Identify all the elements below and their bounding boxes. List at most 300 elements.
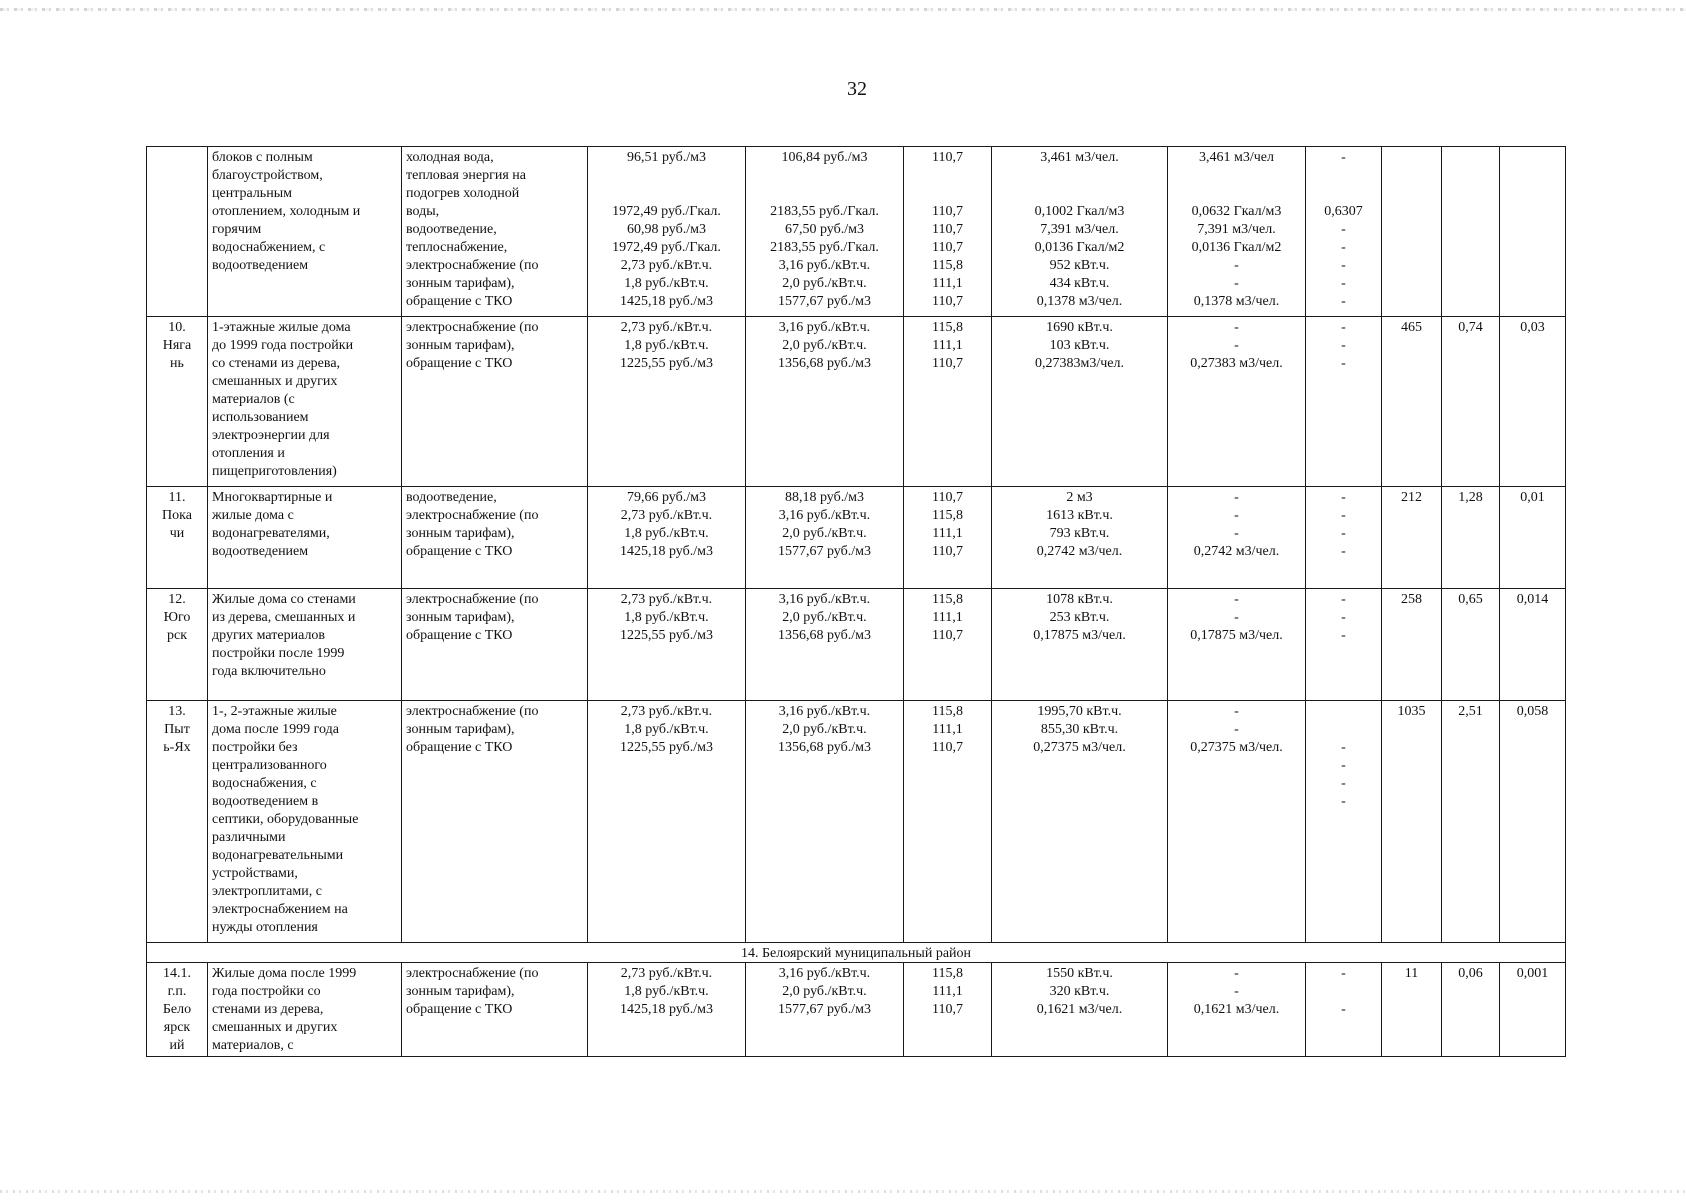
cell-value-3: 0,014 [1500, 589, 1566, 701]
cell-value-3 [1500, 147, 1566, 317]
cell-line: 0,17875 м3/чел. [1190, 628, 1283, 643]
cell-line: воды, [406, 204, 440, 219]
cell-coefficient [1306, 589, 1382, 701]
cell-line: Пыт [164, 722, 190, 737]
cell-line: - [1341, 320, 1346, 335]
cell-line: 13. [168, 704, 186, 719]
cell-line: 1613 кВт.ч. [1046, 508, 1113, 523]
cell-line: - [1341, 544, 1346, 559]
cell-line [592, 185, 741, 203]
cell-line: 0,2742 м3/чел. [1036, 544, 1123, 559]
cell-volume [992, 963, 1168, 1057]
cell-line: электроснабжение (по [406, 320, 539, 335]
cell-line: Пока [162, 508, 192, 523]
cell-line: электроэнергии для [212, 428, 330, 443]
cell-line: зонным тарифам), [406, 338, 515, 353]
cell-line: 0,1621 м3/чел. [1193, 1002, 1280, 1017]
cell-line: 1356,68 руб./м3 [777, 628, 871, 643]
cell-line: - [1234, 984, 1239, 999]
scan-edge-bottom [0, 1190, 1686, 1193]
cell-line: 2,0 руб./кВт.ч. [782, 610, 867, 625]
cell-line: 1078 кВт.ч. [1046, 592, 1113, 607]
cell-line: благоустройством, [212, 168, 323, 183]
cell-number [147, 147, 208, 317]
cell-line: электроснабжение (по [406, 966, 539, 981]
cell-line [750, 185, 899, 203]
cell-line [1310, 721, 1377, 739]
cell-line: водонагревателями, [212, 526, 330, 541]
table-row [147, 317, 1566, 487]
cell-value-2: 0,65 [1442, 589, 1500, 701]
cell-line: 1,8 руб./кВт.ч. [624, 526, 709, 541]
cell-line: 1425,18 руб./м3 [619, 544, 713, 559]
cell-norm [1168, 589, 1306, 701]
cell-line: 3,16 руб./кВт.ч. [778, 592, 871, 607]
cell-line: 1225,55 руб./м3 [619, 628, 713, 643]
cell-line: зонным тарифам), [406, 984, 515, 999]
cell-line: - [1234, 338, 1239, 353]
cell-line: различными [212, 830, 286, 845]
cell-index [904, 589, 992, 701]
cell-line: зонным тарифам), [406, 610, 515, 625]
cell-line: централизованного [212, 758, 327, 773]
cell-line [1310, 167, 1377, 185]
cell-line: зонным тарифам), [406, 722, 515, 737]
cell-line: 1972,49 руб./Гкал. [612, 240, 721, 255]
cell-norm [1168, 147, 1306, 317]
cell-line: 2,73 руб./кВт.ч. [620, 320, 713, 335]
cell-line: водонагревательными [212, 848, 344, 863]
cell-line: зонным тарифам), [406, 526, 515, 541]
cell-line [908, 185, 987, 203]
cell-line: 1550 кВт.ч. [1046, 966, 1113, 981]
cell-line: горячим [212, 222, 262, 237]
cell-norm [1168, 317, 1306, 487]
cell-line: - [1341, 356, 1346, 371]
cell-line: 12. [168, 592, 186, 607]
cell-line: ь-Ях [163, 740, 191, 755]
cell-line: 7,391 м3/чел. [1040, 222, 1119, 237]
cell-line: 1577,67 руб./м3 [777, 1002, 871, 1017]
cell-volume [992, 317, 1168, 487]
cell-index [904, 963, 992, 1057]
cell-line: водоснабжением, с [212, 240, 326, 255]
cell-line: подогрев холодной [406, 186, 520, 201]
cell-line: - [1341, 338, 1346, 353]
cell-line: центральным [212, 186, 292, 201]
cell-line: 11. [168, 490, 186, 505]
cell-line: 3,16 руб./кВт.ч. [778, 966, 871, 981]
cell-value-1: 212 [1382, 487, 1442, 589]
cell-index [904, 317, 992, 487]
cell-line: смешанных и других [212, 1020, 338, 1035]
cell-line: водоотведением [212, 258, 309, 273]
cell-line: 434 кВт.ч. [1049, 276, 1110, 291]
cell-line: 110,7 [932, 1002, 963, 1017]
cell-value-2: 0,06 [1442, 963, 1500, 1057]
cell-line: тепловая энергия на [406, 168, 526, 183]
cell-line: обращение с ТКО [406, 544, 513, 559]
cell-line: 60,98 руб./м3 [626, 222, 706, 237]
cell-line: - [1341, 526, 1346, 541]
cell-line: - [1341, 240, 1346, 255]
cell-line: нь [170, 356, 184, 371]
cell-norm [1168, 701, 1306, 943]
cell-line: 253 кВт.ч. [1049, 610, 1110, 625]
table-row [147, 701, 1566, 943]
cell-line: 79,66 руб./м3 [626, 490, 706, 505]
cell-line: Многоквартирные и [212, 490, 333, 505]
cell-line: постройки после 1999 [212, 646, 345, 661]
cell-line: 115,8 [932, 592, 963, 607]
cell-line [996, 185, 1163, 203]
cell-line: - [1341, 276, 1346, 291]
section-title: 14. Белоярский муниципальный район [147, 943, 1566, 963]
cell-line: 1,8 руб./кВт.ч. [624, 610, 709, 625]
cell-line: 115,8 [932, 258, 963, 273]
cell-line: 111,1 [932, 526, 963, 541]
cell-line: водоотведением [212, 544, 309, 559]
cell-line: Бело [162, 1002, 192, 1017]
cell-norm [1168, 487, 1306, 589]
cell-line: 2,0 руб./кВт.ч. [782, 526, 867, 541]
cell-line: 115,8 [932, 320, 963, 335]
cell-line: 0,27383м3/чел. [1035, 356, 1124, 371]
cell-description [208, 317, 402, 487]
cell-line: года постройки со [212, 984, 321, 999]
cell-line: 110,7 [932, 240, 963, 255]
cell-value-1: 1035 [1382, 701, 1442, 943]
cell-services [402, 701, 588, 943]
cell-line: Жилые дома после 1999 [212, 966, 357, 981]
cell-number [147, 487, 208, 589]
cell-description [208, 487, 402, 589]
cell-line: 3,16 руб./кВт.ч. [778, 258, 871, 273]
cell-line: 115,8 [932, 966, 963, 981]
cell-tariff-new [746, 589, 904, 701]
cell-line: 0,27375 м3/чел. [1033, 740, 1126, 755]
cell-norm [1168, 963, 1306, 1057]
cell-line: 0,1378 м3/чел. [1193, 294, 1280, 309]
cell-description [208, 701, 402, 943]
cell-line: 110,7 [932, 740, 963, 755]
cell-value-3: 0,058 [1500, 701, 1566, 943]
cell-line: чи [169, 526, 185, 541]
cell-line: 0,0136 Гкал/м2 [1191, 240, 1282, 255]
cell-tariff-old [588, 487, 746, 589]
cell-line: 1-этажные жилые дома [212, 320, 351, 335]
cell-line: - [1341, 258, 1346, 273]
cell-line: 110,7 [932, 204, 963, 219]
cell-line: материалов (с [212, 392, 295, 407]
cell-line: жилые дома с [212, 508, 294, 523]
cell-line: нужды отопления [212, 920, 318, 935]
cell-line: - [1341, 150, 1346, 165]
cell-line: - [1234, 508, 1239, 523]
cell-line: 2,0 руб./кВт.ч. [782, 276, 867, 291]
cell-line: электроснабжение (по [406, 704, 539, 719]
cell-line: 0,27375 м3/чел. [1190, 740, 1283, 755]
cell-line: водоотведение, [406, 490, 497, 505]
cell-volume [992, 589, 1168, 701]
cell-line: 110,7 [932, 356, 963, 371]
cell-line: 0,2742 м3/чел. [1193, 544, 1280, 559]
cell-services [402, 487, 588, 589]
cell-line: ярск [163, 1020, 191, 1035]
cell-line: обращение с ТКО [406, 1002, 513, 1017]
cell-line: 111,1 [932, 722, 963, 737]
cell-index [904, 147, 992, 317]
cell-line: из дерева, смешанных и [212, 610, 356, 625]
page-number: 32 [847, 78, 867, 100]
cell-line: - [1341, 794, 1346, 809]
cell-line: - [1234, 320, 1239, 335]
cell-line: пищеприготовления) [212, 464, 337, 479]
cell-tariff-new [746, 701, 904, 943]
cell-line: - [1341, 740, 1346, 755]
cell-line: Няга [162, 338, 192, 353]
cell-line: 103 кВт.ч. [1049, 338, 1110, 353]
cell-line [1310, 983, 1377, 1001]
cell-line: 110,7 [932, 150, 963, 165]
cell-number [147, 589, 208, 701]
cell-value-2: 2,51 [1442, 701, 1500, 943]
cell-services [402, 589, 588, 701]
cell-line: обращение с ТКО [406, 740, 513, 755]
cell-line: до 1999 года постройки [212, 338, 354, 353]
table-row [147, 487, 1566, 589]
cell-line: 2,0 руб./кВт.ч. [782, 984, 867, 999]
cell-index [904, 701, 992, 943]
cell-line: 2183,55 руб./Гкал. [770, 240, 879, 255]
cell-number [147, 317, 208, 487]
cell-value-1 [1382, 147, 1442, 317]
table-row [147, 589, 1566, 701]
cell-line: 1-, 2-этажные жилые [212, 704, 337, 719]
cell-index [904, 487, 992, 589]
cell-line: 3,16 руб./кВт.ч. [778, 508, 871, 523]
cell-tariff-new [746, 147, 904, 317]
cell-line: - [1341, 1002, 1346, 1017]
cell-line: 0,1378 м3/чел. [1036, 294, 1123, 309]
cell-line: дома после 1999 года [212, 722, 339, 737]
cell-line: 110,7 [932, 544, 963, 559]
cell-line: 320 кВт.ч. [1049, 984, 1110, 999]
cell-line: - [1341, 294, 1346, 309]
cell-line: холодная вода, [406, 150, 494, 165]
cell-line: материалов, с [212, 1038, 294, 1053]
cell-line: теплоснабжение, [406, 240, 508, 255]
cell-line [996, 167, 1163, 185]
cell-line: 2,73 руб./кВт.ч. [620, 592, 713, 607]
cell-line: со стенами из дерева, [212, 356, 341, 371]
cell-coefficient [1306, 701, 1382, 943]
cell-line: отопления и [212, 446, 285, 461]
cell-tariff-old [588, 701, 746, 943]
cell-line: г.п. [167, 984, 187, 999]
cell-line: - [1341, 222, 1346, 237]
cell-line: 2,73 руб./кВт.ч. [620, 508, 713, 523]
cell-line: 1577,67 руб./м3 [777, 544, 871, 559]
cell-line: - [1234, 722, 1239, 737]
cell-line: электроплитами, с [212, 884, 322, 899]
cell-line: электроснабжение (по [406, 508, 539, 523]
cell-line: 1,8 руб./кВт.ч. [624, 722, 709, 737]
cell-line: 1356,68 руб./м3 [777, 740, 871, 755]
cell-line: Жилые дома со стенами [212, 592, 356, 607]
cell-line: 1425,18 руб./м3 [619, 1002, 713, 1017]
table-row [147, 147, 1566, 317]
cell-line: смешанных и других [212, 374, 338, 389]
cell-line: 111,1 [932, 276, 963, 291]
cell-line: 110,7 [932, 222, 963, 237]
cell-line [1310, 185, 1377, 203]
cell-line: - [1341, 758, 1346, 773]
cell-line: 111,1 [932, 984, 963, 999]
cell-line: - [1234, 592, 1239, 607]
cell-services [402, 963, 588, 1057]
cell-line: - [1234, 610, 1239, 625]
cell-line: 1425,18 руб./м3 [619, 294, 713, 309]
cell-line: зонным тарифам), [406, 276, 515, 291]
cell-line: 0,0632 Гкал/м3 [1191, 204, 1282, 219]
cell-line: - [1341, 592, 1346, 607]
cell-line: электроснабжение (по [406, 592, 539, 607]
section-row [147, 943, 1566, 963]
cell-line: 1690 кВт.ч. [1046, 320, 1113, 335]
cell-tariff-old [588, 147, 746, 317]
cell-value-1: 11 [1382, 963, 1442, 1057]
cell-line: 2,0 руб./кВт.ч. [782, 722, 867, 737]
cell-line: обращение с ТКО [406, 356, 513, 371]
cell-line: 793 кВт.ч. [1049, 526, 1110, 541]
cell-line: септики, оборудованные [212, 812, 359, 827]
cell-value-2: 1,28 [1442, 487, 1500, 589]
cell-line: 1,8 руб./кВт.ч. [624, 338, 709, 353]
cell-line: 67,50 руб./м3 [784, 222, 864, 237]
cell-line: 855,30 кВт.ч. [1040, 722, 1119, 737]
cell-line: 110,7 [932, 294, 963, 309]
cell-line: 3,16 руб./кВт.ч. [778, 704, 871, 719]
cell-line: 3,461 м3/чел. [1040, 150, 1119, 165]
cell-number [147, 963, 208, 1057]
cell-line: 0,17875 м3/чел. [1033, 628, 1126, 643]
cell-line [908, 167, 987, 185]
cell-number [147, 701, 208, 943]
cell-line: 110,7 [932, 628, 963, 643]
cell-value-1: 465 [1382, 317, 1442, 487]
cell-line [1172, 185, 1301, 203]
cell-line: 96,51 руб./м3 [626, 150, 706, 165]
cell-line [750, 167, 899, 185]
cell-description [208, 147, 402, 317]
cell-tariff-new [746, 317, 904, 487]
cell-line: 2183,55 руб./Гкал. [770, 204, 879, 219]
cell-line: 7,391 м3/чел. [1197, 222, 1276, 237]
cell-line: года включительно [212, 664, 326, 679]
cell-tariff-old [588, 963, 746, 1057]
cell-coefficient [1306, 147, 1382, 317]
cell-line: 0,1621 м3/чел. [1036, 1002, 1123, 1017]
cell-coefficient [1306, 317, 1382, 487]
cell-line: других материалов [212, 628, 326, 643]
cell-line: - [1341, 490, 1346, 505]
cell-line: устройствами, [212, 866, 298, 881]
cell-line: 1972,49 руб./Гкал. [612, 204, 721, 219]
cell-line: - [1341, 776, 1346, 791]
cell-line: - [1234, 490, 1239, 505]
cell-line: - [1234, 276, 1239, 291]
cell-value-3: 0,01 [1500, 487, 1566, 589]
cell-line: ий [169, 1038, 185, 1053]
cell-services [402, 317, 588, 487]
cell-line [592, 167, 741, 185]
cell-volume [992, 487, 1168, 589]
cell-description [208, 963, 402, 1057]
cell-line: 1356,68 руб./м3 [777, 356, 871, 371]
cell-line: 10. [168, 320, 186, 335]
cell-line: 2,73 руб./кВт.ч. [620, 966, 713, 981]
cell-value-3: 0,001 [1500, 963, 1566, 1057]
cell-line: 3,16 руб./кВт.ч. [778, 320, 871, 335]
cell-line: водоотведением в [212, 794, 319, 809]
cell-line: - [1234, 526, 1239, 541]
cell-line: водоснабжения, с [212, 776, 317, 791]
cell-line: 2,73 руб./кВт.ч. [620, 704, 713, 719]
cell-line: 0,6307 [1324, 204, 1363, 219]
cell-tariff-new [746, 487, 904, 589]
cell-line: 3,461 м3/чел [1199, 150, 1274, 165]
cell-line: 1225,55 руб./м3 [619, 356, 713, 371]
cell-line: Юго [163, 610, 191, 625]
cell-value-3: 0,03 [1500, 317, 1566, 487]
cell-line: 1,8 руб./кВт.ч. [624, 276, 709, 291]
scan-edge-top [0, 8, 1686, 11]
cell-line: 2,73 руб./кВт.ч. [620, 258, 713, 273]
cell-line: 1577,67 руб./м3 [777, 294, 871, 309]
cell-line: 2,0 руб./кВт.ч. [782, 338, 867, 353]
cell-line [1172, 167, 1301, 185]
cell-line: 0,0136 Гкал/м2 [1034, 240, 1125, 255]
cell-line: рск [166, 628, 187, 643]
cell-line: - [1341, 628, 1346, 643]
cell-line: 115,8 [932, 704, 963, 719]
cell-line: блоков с полным [212, 150, 313, 165]
cell-line: 0,27383 м3/чел. [1190, 356, 1283, 371]
cell-volume [992, 701, 1168, 943]
cell-description [208, 589, 402, 701]
cell-line: - [1234, 258, 1239, 273]
cell-line: 88,18 руб./м3 [784, 490, 864, 505]
cell-line: постройки без [212, 740, 298, 755]
cell-line: - [1341, 966, 1346, 981]
cell-line: - [1234, 704, 1239, 719]
cell-line: электроснабжение (по [406, 258, 539, 273]
table-row [147, 963, 1566, 1057]
cell-line: 1225,55 руб./м3 [619, 740, 713, 755]
cell-line: 2 м3 [1066, 490, 1093, 505]
cell-line [1310, 703, 1377, 721]
cell-line: 111,1 [932, 610, 963, 625]
tariff-table [146, 146, 1566, 1057]
cell-coefficient [1306, 963, 1382, 1057]
cell-line: 115,8 [932, 508, 963, 523]
cell-coefficient [1306, 487, 1382, 589]
cell-line: отоплением, холодным и [212, 204, 361, 219]
cell-line: обращение с ТКО [406, 628, 513, 643]
cell-line: - [1234, 966, 1239, 981]
cell-value-2: 0,74 [1442, 317, 1500, 487]
